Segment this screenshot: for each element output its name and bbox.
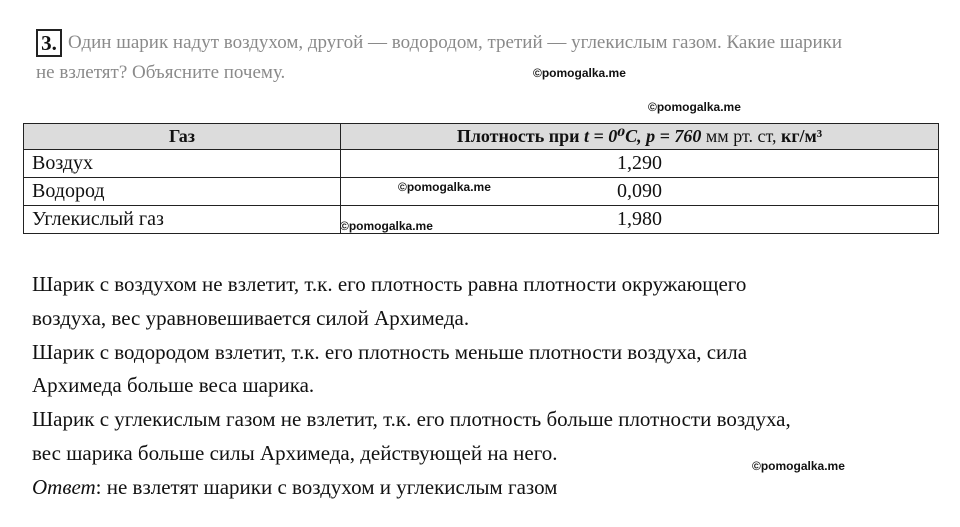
task-text-line2: не взлетят? Объясните почему. [36, 62, 286, 83]
header-density-formula: t = 0⁰C, p = 760 [584, 126, 702, 146]
task-statement [36, 28, 936, 88]
final-answer-text: : не взлетят шарики с воздухом и углекислым газом [95, 474, 558, 499]
header-density-units: мм рт. ст, [701, 126, 781, 146]
answer-line: воздуха, вес уравновешивается силой Архимеда. [32, 305, 470, 330]
cell-gas: Углекислый газ [24, 206, 341, 234]
watermark: ©pomogalka.me [398, 180, 491, 194]
watermark: ©pomogalka.me [533, 66, 626, 80]
answer-line: Шарик с воздухом не взлетит, т.к. его плотность равна плотности окружающего [32, 272, 747, 296]
answer-line: Шарик с углекислым газом не взлетит, т.к. его плотность больше плотности воздуха, [32, 407, 791, 432]
cell-gas: Водород [24, 178, 341, 206]
watermark: ©pomogalka.me [340, 219, 433, 233]
gas-density-table [23, 123, 939, 234]
header-density-prefix: Плотность при [456, 126, 584, 146]
answer-line: вес шарика больше силы Архимеда, действующей на него. [32, 440, 558, 465]
cell-density: 0,090 [341, 178, 939, 206]
header-density-si: кг/м³ [780, 126, 823, 146]
cell-density: 1,290 [341, 150, 939, 178]
header-gas: Газ [24, 124, 341, 150]
watermark: ©pomogalka.me [648, 100, 741, 114]
watermark: ©pomogalka.me [752, 459, 845, 473]
table-header-row [24, 124, 939, 150]
answer-line: Шарик с водородом взлетит, т.к. его плотность меньше плотности воздуха, сила [32, 339, 748, 364]
table-row [24, 150, 939, 178]
final-answer [32, 471, 942, 505]
final-answer-label: Ответ [32, 474, 96, 499]
cell-gas: Воздух [24, 150, 341, 178]
task-number: 3. [36, 29, 62, 57]
answer-line: Архимеда больше веса шарика. [32, 373, 315, 398]
cell-density: 1,980 [341, 206, 939, 234]
task-text-line1: Один шарик надут воздухом, другой — водородом, третий — углекислым газом. Какие шарики [68, 32, 843, 53]
header-density [341, 124, 939, 150]
table-row [24, 206, 939, 234]
